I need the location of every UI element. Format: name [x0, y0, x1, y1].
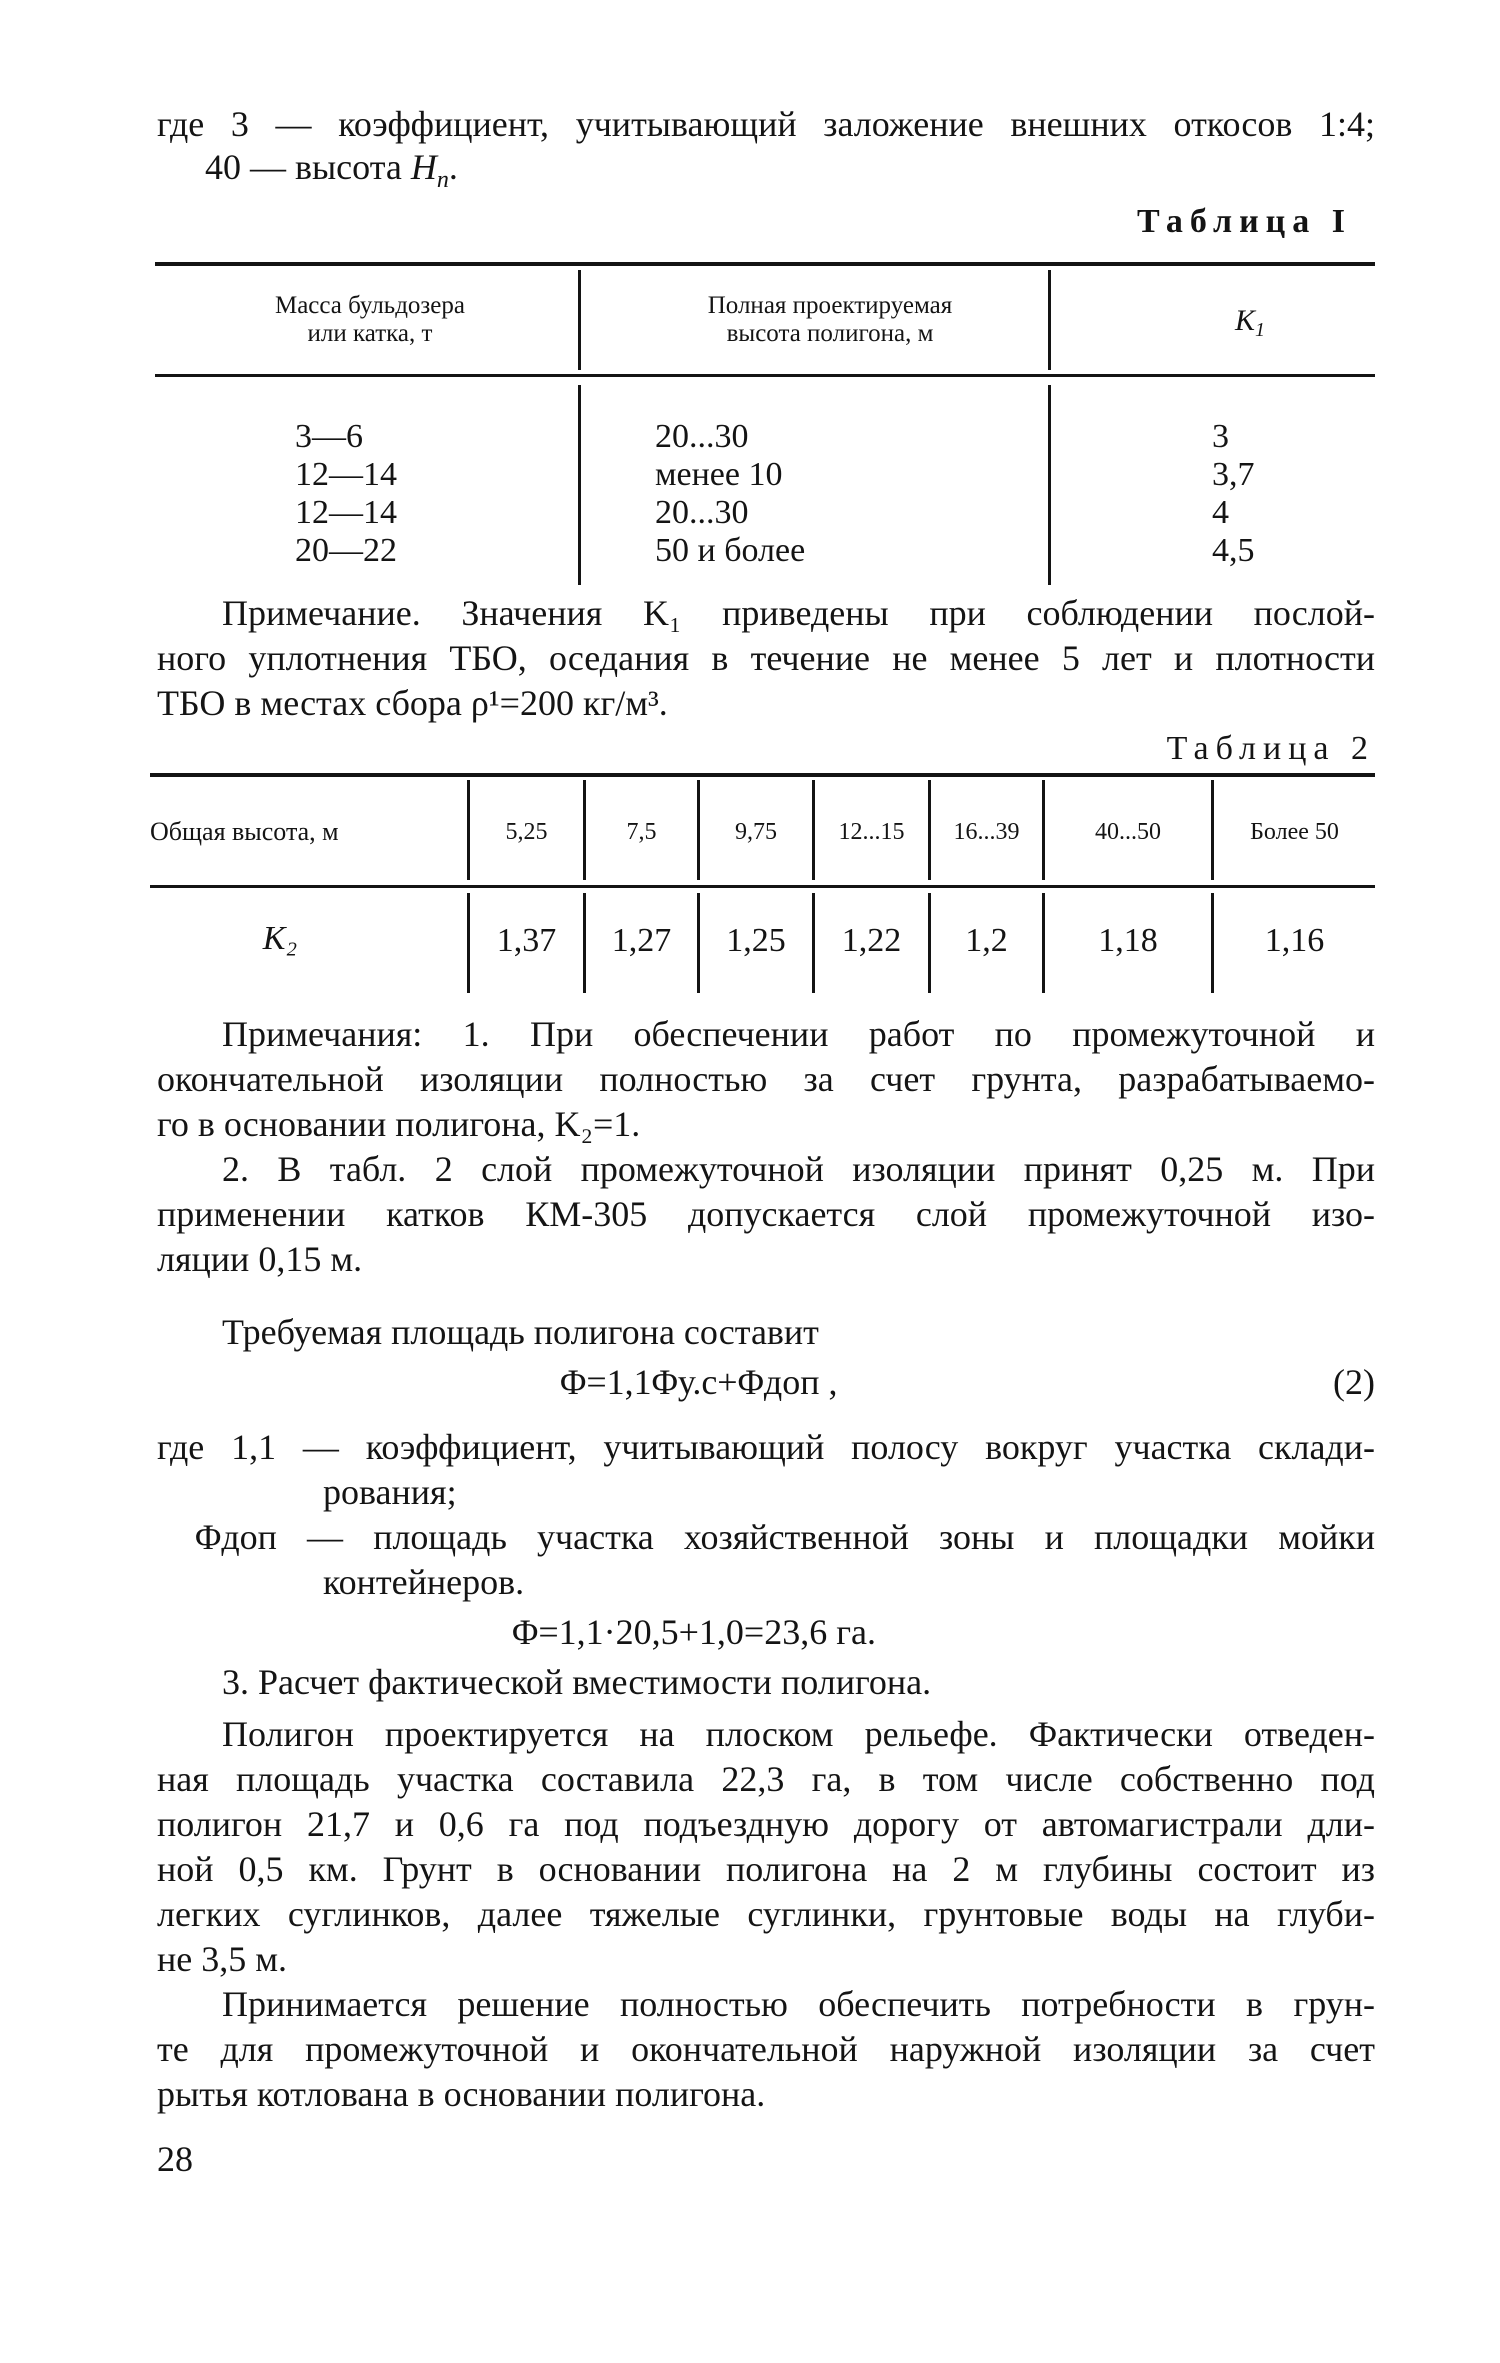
table1-cell: 20—22 — [295, 532, 397, 569]
notes2-line-3: го в основании полигона, K₂=1. — [157, 1104, 641, 1144]
area-intro: Требуемая площадь полигона составит — [222, 1312, 819, 1352]
area-where-line-1: где 1,1 — коэффициент, учитывающий полосу вокруг участка склади- — [157, 1427, 1375, 1467]
section3-para1-line: Полигон проектируется на плоском рельефе. Фактически отведен- — [222, 1714, 1375, 1754]
table1-cell: 20...30 — [655, 494, 749, 531]
section3-para1-line: полигон 21,7 и 0,6 га под подъездную дорогу от автомагистрали дли- — [157, 1804, 1375, 1844]
table1-top-rule — [155, 262, 1375, 266]
table2-k2-cell: 1,18 — [1098, 922, 1158, 959]
table1-vrule — [1048, 385, 1051, 585]
area-calc: Φ=1,1·20,5+1,0=23,6 га. — [512, 1612, 876, 1652]
table1-vrule — [578, 385, 581, 585]
table2-k2-cell: 1,27 — [611, 922, 672, 959]
page-number: 28 — [157, 2139, 193, 2179]
table2-row-header-k2: K₂ — [262, 920, 298, 957]
note1-line-3: ТБО в местах сбора ρ¹=200 кг/м³. — [157, 683, 668, 723]
table2-height-cell: 7,5 — [626, 819, 657, 845]
table2-k2-cell: 1,16 — [1264, 922, 1325, 959]
table2-title: Таблица 2 — [1166, 730, 1375, 767]
notes2-line-5: применении катков КМ-305 допускается слой промежуточной изо- — [157, 1194, 1375, 1234]
note1-line-2: ного уплотнения ТБО, оседания в течение не менее 5 лет и плотности — [157, 638, 1375, 678]
area-formula-number: (2) — [1333, 1362, 1375, 1402]
section3-para1-line: не 3,5 м. — [157, 1939, 288, 1979]
table2-top-rule — [150, 773, 1375, 777]
table1-title: Таблица I — [1137, 203, 1352, 240]
table2-k2-cell: 1,25 — [726, 922, 786, 959]
notes2-line-2: окончательной изоляции полностью за счет грунта, разрабатываемо- — [157, 1059, 1375, 1099]
table2-height-cell: Более 50 — [1250, 819, 1339, 845]
section3-para1-line: легких суглинков, далее тяжелые суглинки, грунтовые воды на глуби- — [157, 1894, 1375, 1934]
table1-cell: 12—14 — [295, 494, 397, 531]
table1-header-k1: $K_1$ — [1234, 304, 1265, 341]
table2-height-cell: 16...39 — [953, 819, 1020, 845]
area-where-line-4: контейнеров. — [323, 1562, 525, 1602]
table1-cell: 50 и более — [655, 532, 806, 569]
section3-para1-line: ной 0,5 км. Грунт в основании полигона на 2 м глубины состоит из — [157, 1849, 1375, 1889]
table1-cell: 4 — [1212, 494, 1229, 531]
section3-para2-line: те для промежуточной и окончательной наружной изоляции за счет — [157, 2029, 1375, 2069]
notes2-line-1: Примечания: 1. При обеспечении работ по промежуточной и — [222, 1014, 1375, 1054]
table1-cell: менее 10 — [655, 456, 783, 493]
table1-header-rule — [155, 374, 1375, 377]
section3-para1-line: ная площадь участка составила 22,3 га, в том числе собственно под — [157, 1759, 1375, 1799]
table1-vrule — [578, 270, 581, 370]
table2-mid-rule — [150, 885, 1375, 888]
table1-header-height: Полная проектируемая высота полигона, м — [707, 292, 953, 347]
table1-header-mass: Масса бульдозера или катка, т — [274, 292, 465, 347]
table1-col-mass — [295, 418, 397, 570]
notes2-line-4: 2. В табл. 2 слой промежуточной изоляции принят 0,25 м. При — [222, 1149, 1375, 1189]
table1-cell: 12—14 — [295, 456, 397, 493]
section3-para2-line: рытья котлована в основании полигона. — [157, 2074, 766, 2114]
table2-height-cell: 40...50 — [1095, 819, 1161, 845]
table1-cell: 3 — [1212, 418, 1229, 455]
area-formula: Φ=1,1Φу.с+Φдоп , — [560, 1362, 838, 1402]
table2-k2-cell: 1,37 — [496, 922, 557, 959]
table1-col-height — [655, 418, 805, 570]
table2-height-cell: 12...15 — [838, 819, 905, 845]
table2-height-cell: 9,75 — [735, 819, 777, 845]
notes2-line-6: ляции 0,15 м. — [157, 1239, 363, 1279]
note1-line-1: Примечание. Значения K₁ приведены при соблюдении послой- — [222, 593, 1375, 633]
section3-heading: 3. Расчет фактической вместимости полигона. — [222, 1662, 932, 1702]
area-where-line-3: Φдоп — площадь участка хозяйственной зоны и площадки мойки — [195, 1517, 1375, 1557]
table2-height-cell: 5,25 — [505, 819, 548, 845]
intro-line-1: где 3 — коэффициент, учитывающий заложение внешних откосов 1:4; — [157, 104, 1375, 144]
table1-cell: 4,5 — [1212, 532, 1255, 569]
table1-cell: 3—6 — [295, 418, 363, 455]
area-where-line-2: рования; — [323, 1472, 457, 1512]
table1-cell: 3,7 — [1212, 456, 1255, 493]
table2-row-header-height: Общая высота, м — [150, 817, 339, 846]
table2-k2-cell: 1,22 — [841, 922, 902, 959]
table1-vrule — [1048, 270, 1051, 370]
intro-line-2: 40 — высота $H_п$. — [205, 147, 458, 193]
table2-k2-cell: 1,2 — [965, 922, 1008, 959]
table1-cell: 20...30 — [655, 418, 749, 455]
table1-col-k1 — [1212, 418, 1255, 570]
section3-para2-line: Принимается решение полностью обеспечить потребности в грун- — [222, 1984, 1375, 2024]
